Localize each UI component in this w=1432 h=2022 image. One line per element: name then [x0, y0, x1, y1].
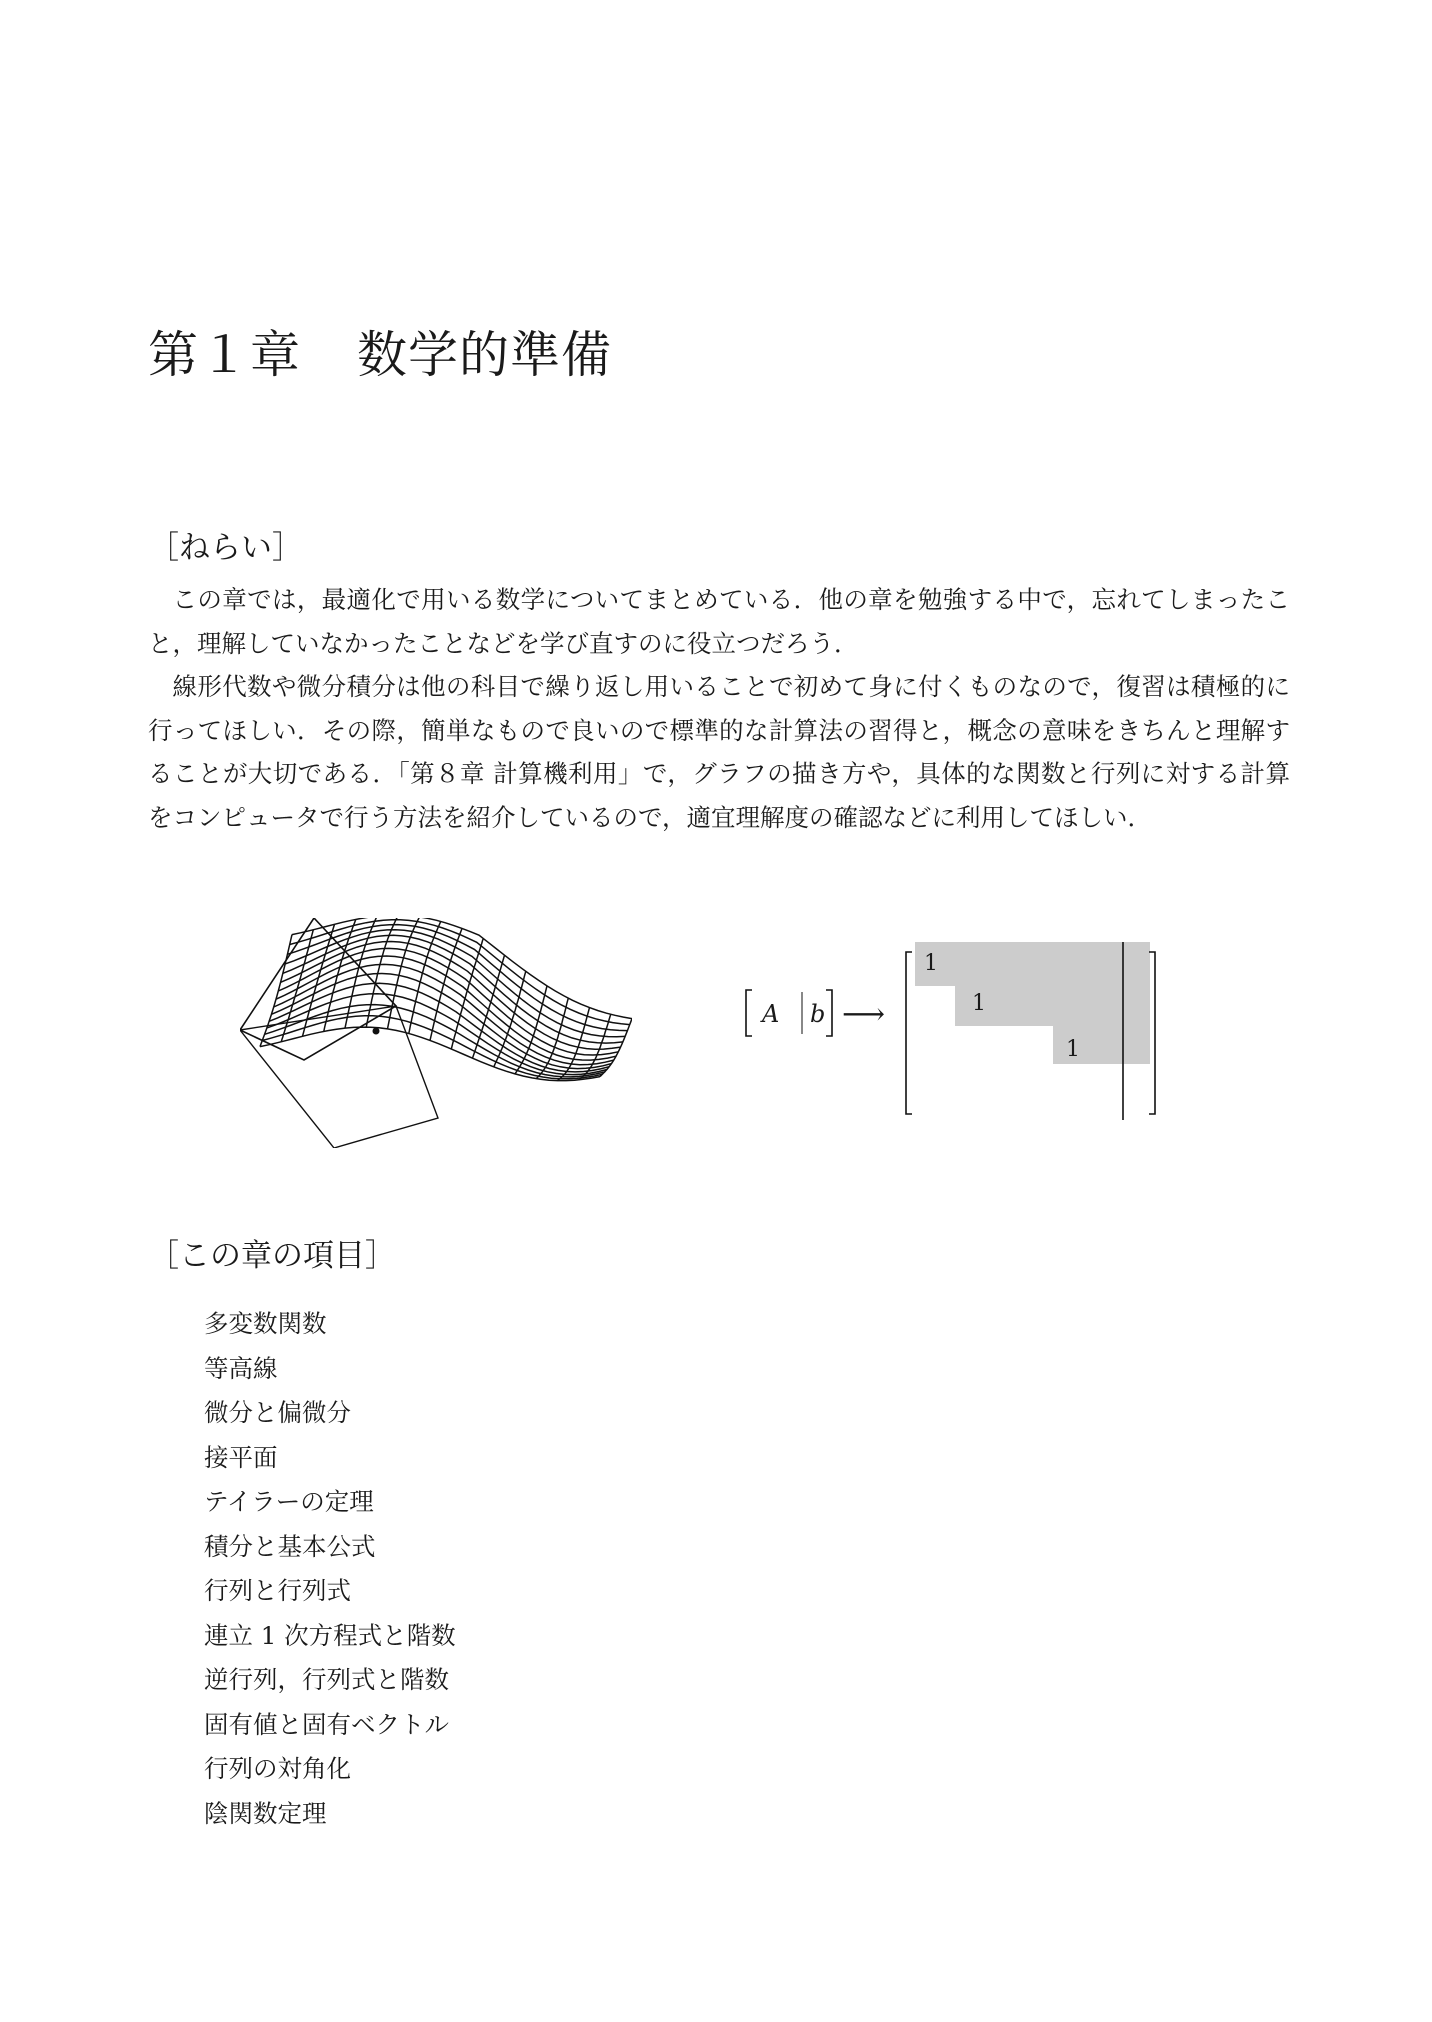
aim-paragraph: この章では，最適化で用いる数学についてまとめている．他の章を勉強する中で，忘れてしまったこと，理解していなかったことなどを学び直すのに役立つだろう． — [148, 585, 1290, 658]
left-bracket — [746, 990, 752, 1036]
list-item: 等高線 — [204, 1353, 278, 1383]
surface-wireframe-figure — [240, 918, 632, 1148]
pivot-2: 1 — [972, 991, 986, 1016]
list-item: 行列の対角化 — [204, 1754, 351, 1783]
mesh-line — [271, 974, 611, 1069]
list-item: 行列と行列式 — [204, 1576, 351, 1605]
pivot-1: 1 — [924, 951, 938, 976]
aim-paragraph: 線形代数や微分積分は他の科目で繰り返し用いることで初めて身に付くものなので，復習は積極的に行ってほしい．その際，簡単なもので良いので標準的な計算法の習得と，概念の意味をきちんと理解することが大切である．「第８章 計算機利用」で，グラフの描き方や，具体的な関数と行列に対する計算をコンピュータで行う方法を紹介しているので，適宜理解度の確認などに利用してほしい． — [148, 672, 1290, 832]
mesh-line — [281, 930, 313, 1042]
aim-heading: ［ねらい］ — [148, 530, 303, 566]
list-item: 積分と基本公式 — [204, 1531, 376, 1561]
list-item: 固有値と固有ベクトル — [204, 1709, 449, 1739]
chapter-title — [148, 325, 612, 385]
aim-body — [148, 578, 1290, 839]
mesh-line — [366, 918, 398, 1027]
list-item: 陰関数定理 — [204, 1798, 327, 1828]
surface-mesh — [260, 918, 632, 1081]
chapter-number: 第１章 — [148, 326, 301, 384]
tangent-point — [373, 1028, 380, 1035]
list-item: 接平面 — [204, 1442, 278, 1472]
staircase-shading — [915, 942, 1150, 1064]
list-item: 微分と偏微分 — [204, 1398, 351, 1427]
pivot-3: 1 — [1066, 1037, 1080, 1062]
contents-list — [204, 1302, 456, 1836]
mesh-line — [269, 983, 609, 1072]
mesh-line — [267, 994, 607, 1075]
matrix-entry-a: A — [762, 1000, 780, 1028]
matrix-reduction-figure — [740, 930, 1160, 1120]
contents-heading: ［この章の項目］ — [148, 1238, 396, 1274]
augmented-matrix — [746, 990, 832, 1036]
arrow-icon: ⟶ — [842, 997, 886, 1032]
chapter-name: 数学的準備 — [357, 326, 612, 384]
list-item: 連立 1 次方程式と階数 — [204, 1620, 456, 1650]
mesh-line — [276, 956, 616, 1060]
mesh-line — [265, 1005, 605, 1077]
list-item: 逆行列，行列式と階数 — [204, 1665, 449, 1694]
vector-entry-b: b — [810, 1000, 826, 1028]
list-item: テイラーの定理 — [204, 1487, 374, 1516]
list-item: 多変数関数 — [204, 1309, 327, 1338]
reduced-left-bracket — [906, 952, 912, 1114]
right-bracket — [826, 990, 832, 1036]
